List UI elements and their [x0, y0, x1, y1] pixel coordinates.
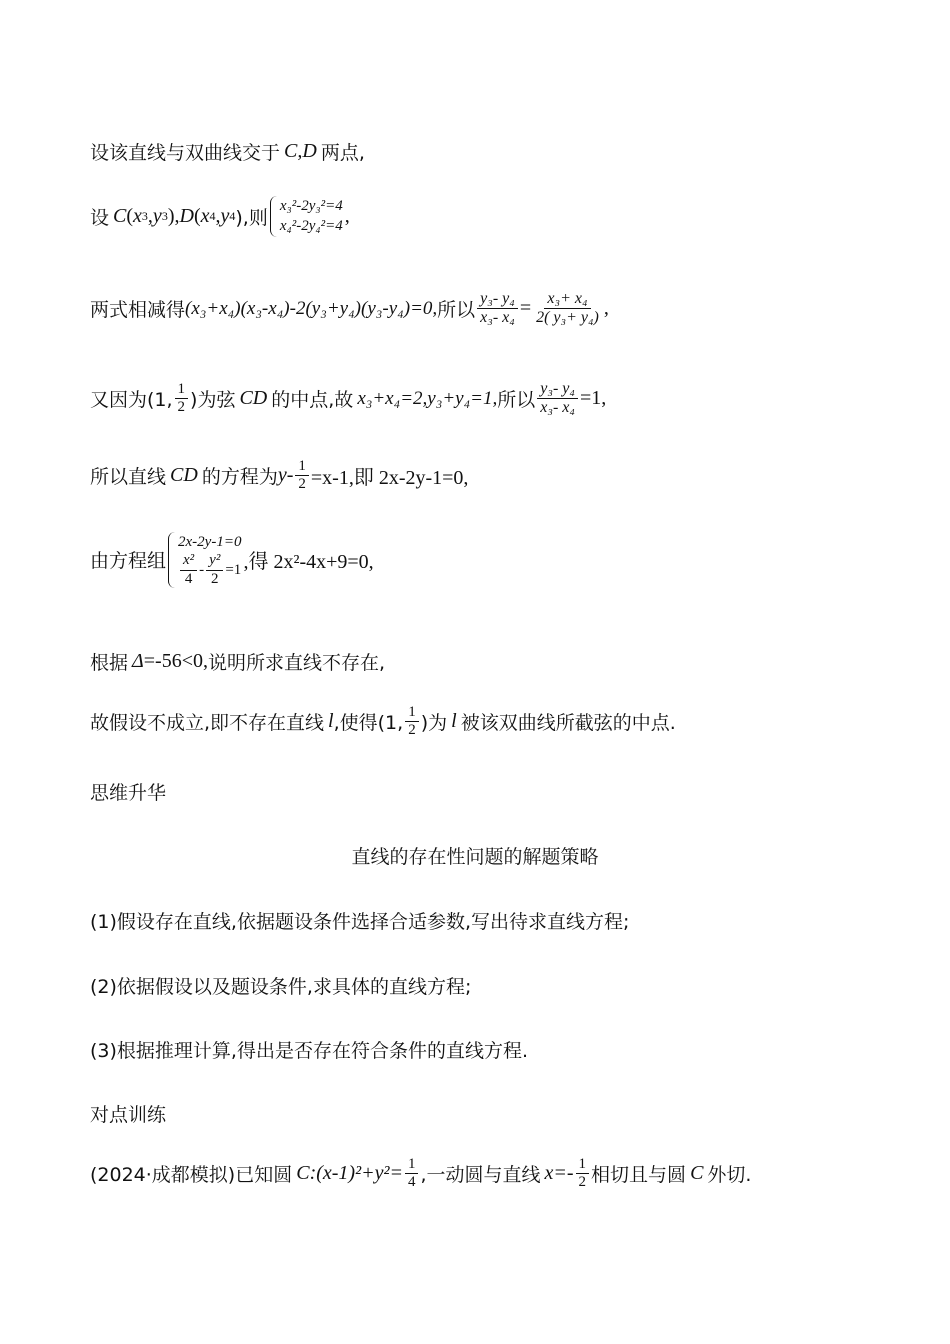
fraction-slope-2: $\frac{\text{y₃- y₄}}{\text{x₃- x₄}}$ — [537, 380, 578, 418]
line-5: 所以直线 CD 的方程为 y- $\frac{1}{2}$ =x-1,即 2x-2y-1=0, — [90, 458, 469, 493]
line-2: 设 C ( x 3 , y 3 ), D ( x 4 , y 4 ),则 x₃²-2y₃²=4 x₄²-2y₄²=4 , — [90, 196, 350, 237]
strategy-title: 直线的存在性问题的解题策略 — [351, 846, 599, 868]
line-6: 由方程组 2x-2y-1=0 $\frac{\text{x²}}{4}$ - $\frac{\text{y²}}{2}$ =1 ,得 2x²-4x+9=0, — [90, 534, 374, 587]
section-heading-practice: 对点训练 — [90, 1104, 167, 1126]
strategy-step-1: (1)假设存在直线,依据题设条件选择合适参数,写出待求直线方程; — [90, 911, 630, 933]
fraction-half-3: $\frac{1}{2}$ — [405, 704, 419, 740]
strategy-step-2: (2)依据假设以及题设条件,求具体的直线方程; — [90, 976, 472, 998]
line-8: 故假设不成立,即不存在直线 l ,使得(1, $\frac{1}{2}$ )为 l 被该双曲线所截弦的中点. — [90, 704, 676, 739]
line-3: 两式相减得 (x₃+x₄)(x₃-x₄)-2(y₃+y₄)(y₃-y₄)=0, 所以 $\frac{\text{y₃- y₄}}{\text{x₃- x₄}}$ = $\frac{\text{x₃+ x₄}}{\text{2( y₃+ y₄)}}$ , — [90, 290, 609, 327]
equation-system-1: x₃²-2y₃²=4 x₄²-2y₄²=4 — [270, 196, 343, 237]
section-heading-thinking: 思维升华 — [90, 782, 167, 804]
line-1: 设该直线与双曲线交于 C,D 两点, — [90, 140, 365, 164]
fraction-slope: $\frac{\text{y₃- y₄}}{\text{x₃- x₄}}$ — [477, 290, 518, 328]
strategy-step-3: (3)根据推理计算,得出是否存在符合条件的直线方程. — [90, 1040, 528, 1062]
line-15: (2024·成都模拟)已知圆 C :(x-1)²+y²= $\frac{1}{4}$ ,一动圆与直线 x=- $\frac{1}{2}$ 相切且与圆 C 外切. — [90, 1156, 752, 1191]
fraction-ratio: $\frac{\text{x₃+ x₄}}{\text{2( y₃+ y₄)}}$ — [536, 290, 599, 327]
equation-system-2: 2x-2y-1=0 $\frac{\text{x²}}{4}$ - $\frac{\text{y²}}{2}$ =1 — [168, 532, 241, 588]
fraction-half-4: $\frac{1}{2}$ — [576, 1156, 590, 1192]
line-7: 根据 Δ =-56<0, 说明所求直线不存在, — [90, 650, 386, 674]
fraction-half: $\frac{1}{2}$ — [175, 381, 189, 417]
fraction-quarter: $\frac{1}{4}$ — [405, 1156, 419, 1192]
line-4: 又因为(1, $\frac{1}{2}$ )为弦 CD 的中点,故 x₃+x₄=2,y₃+y₄=1, 所以 $\frac{\text{y₃- y₄}}{\text{x₃- x₄}}$ =1, — [90, 380, 607, 417]
fraction-half-2: $\frac{1}{2}$ — [295, 458, 309, 494]
